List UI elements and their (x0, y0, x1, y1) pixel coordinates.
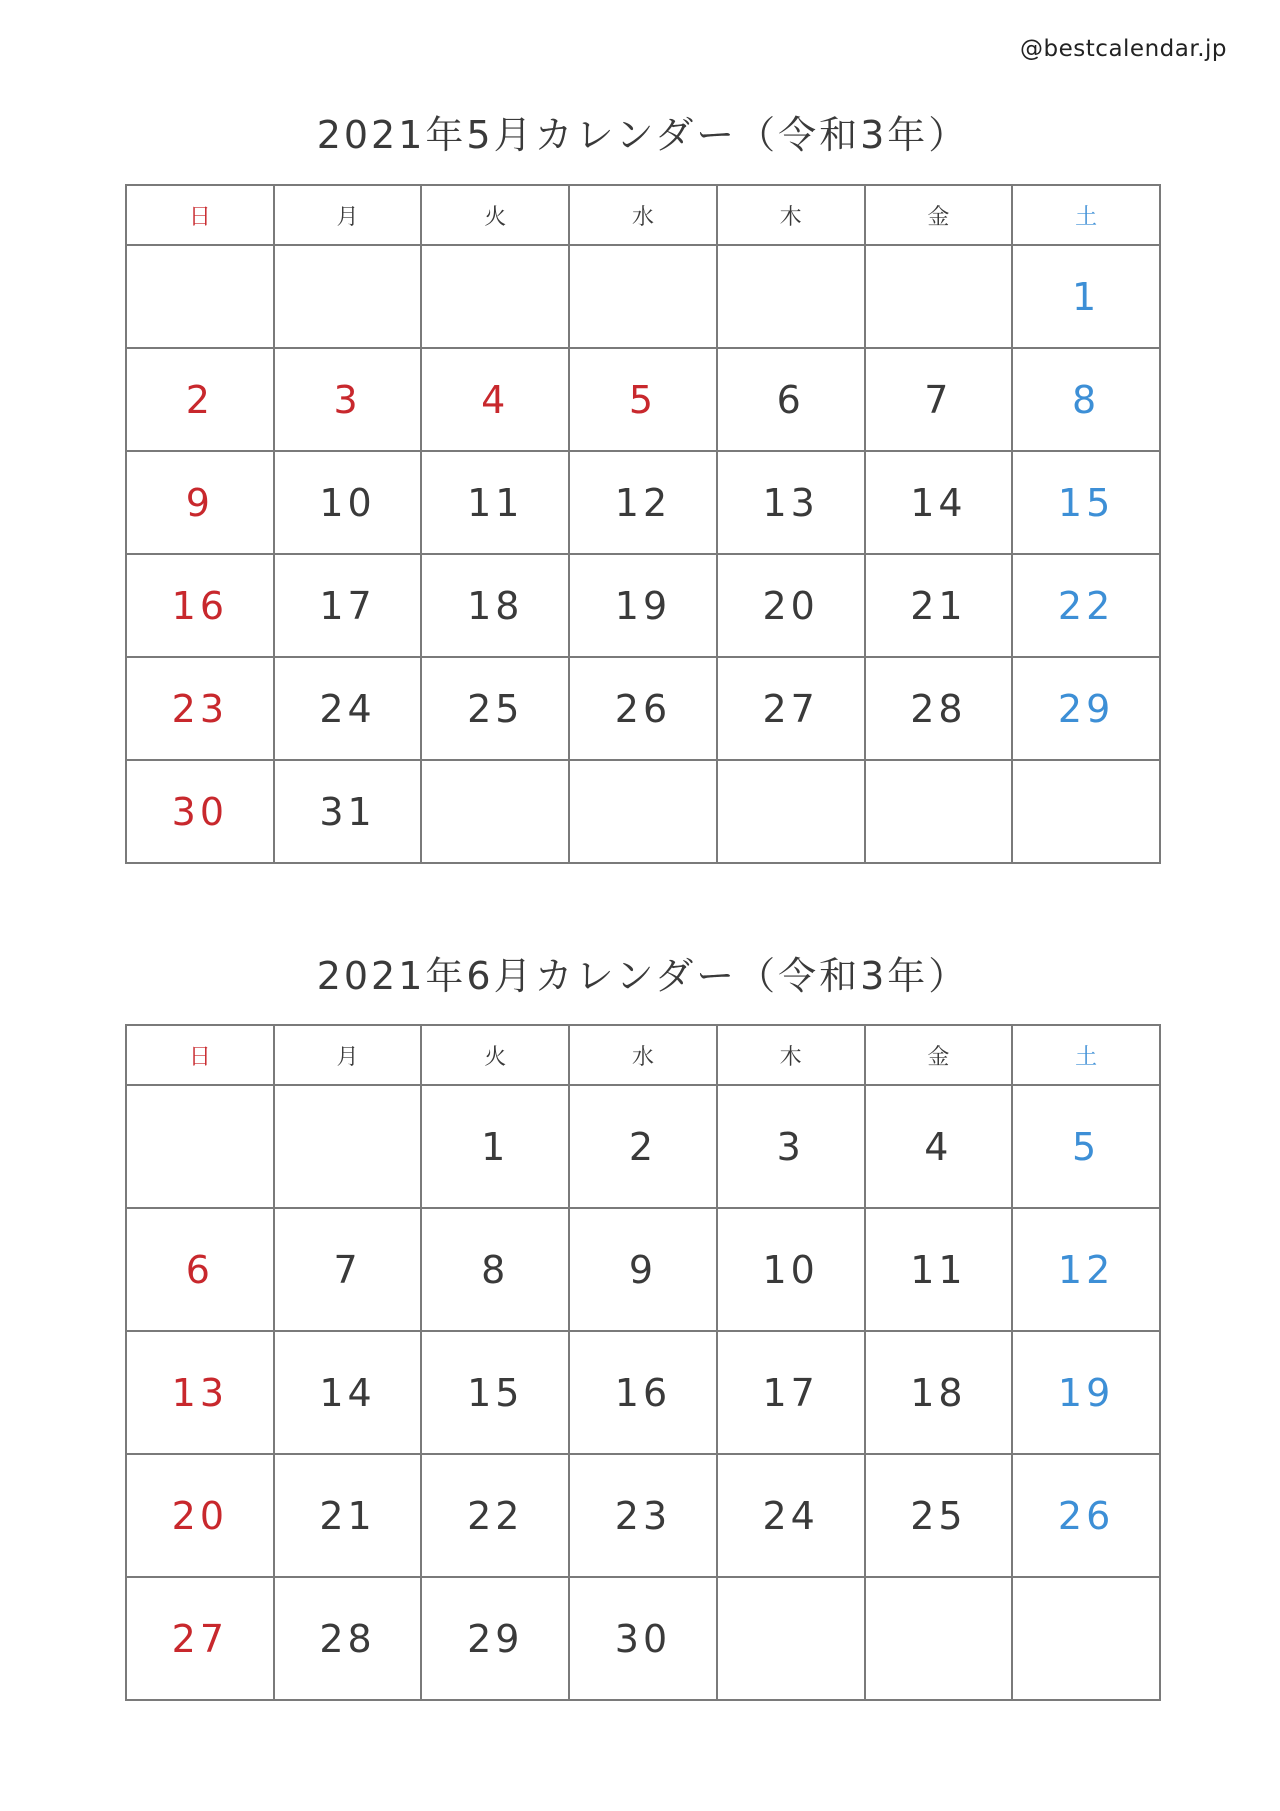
day-cell: 26 (569, 657, 717, 760)
day-cell: 19 (569, 554, 717, 657)
empty-day-cell (1012, 760, 1160, 863)
day-cell: 8 (1012, 348, 1160, 451)
day-cell: 21 (865, 554, 1013, 657)
empty-day-cell (274, 245, 422, 348)
day-cell: 1 (421, 1085, 569, 1208)
day-cell: 5 (569, 348, 717, 451)
week-row (126, 1331, 1160, 1454)
day-cell: 3 (274, 348, 422, 451)
empty-day-cell (421, 760, 569, 863)
weekday-tuesday: 火 (421, 1025, 569, 1085)
day-cell: 12 (569, 451, 717, 554)
empty-day-cell (1012, 1577, 1160, 1700)
day-cell: 7 (865, 348, 1013, 451)
site-credit: @bestcalendar.jp (1020, 36, 1227, 62)
day-cell: 28 (865, 657, 1013, 760)
day-cell: 29 (1012, 657, 1160, 760)
day-cell: 24 (717, 1454, 865, 1577)
empty-day-cell (865, 245, 1013, 348)
day-cell: 31 (274, 760, 422, 863)
day-cell: 24 (274, 657, 422, 760)
day-cell: 11 (865, 1208, 1013, 1331)
calendar-weeks (126, 245, 1160, 863)
calendar-title: 2021年6月カレンダー（令和3年） (316, 954, 970, 998)
day-cell: 21 (274, 1454, 422, 1577)
empty-day-cell (865, 1577, 1013, 1700)
day-cell: 14 (274, 1331, 422, 1454)
day-cell: 6 (717, 348, 865, 451)
day-cell: 27 (126, 1577, 274, 1700)
day-cell: 25 (421, 657, 569, 760)
day-cell: 2 (569, 1085, 717, 1208)
weekday-sunday: 日 (126, 1025, 274, 1085)
day-cell: 28 (274, 1577, 422, 1700)
week-row (126, 348, 1160, 451)
weekday-wednesday: 水 (569, 185, 717, 245)
weekday-friday: 金 (865, 185, 1013, 245)
day-cell: 3 (717, 1085, 865, 1208)
day-cell: 18 (865, 1331, 1013, 1454)
week-row (126, 451, 1160, 554)
day-cell: 29 (421, 1577, 569, 1700)
day-cell: 12 (1012, 1208, 1160, 1331)
weekday-header-row (126, 185, 1160, 245)
weekday-monday: 月 (274, 1025, 422, 1085)
day-cell: 17 (274, 554, 422, 657)
day-cell: 27 (717, 657, 865, 760)
week-row (126, 657, 1160, 760)
empty-day-cell (569, 760, 717, 863)
weekday-sunday: 日 (126, 185, 274, 245)
day-cell: 23 (126, 657, 274, 760)
weekday-wednesday: 水 (569, 1025, 717, 1085)
empty-day-cell (717, 760, 865, 863)
day-cell: 30 (569, 1577, 717, 1700)
day-cell: 16 (569, 1331, 717, 1454)
day-cell: 30 (126, 760, 274, 863)
day-cell: 14 (865, 451, 1013, 554)
calendar-weeks (126, 1085, 1160, 1700)
day-cell: 9 (126, 451, 274, 554)
empty-day-cell (421, 245, 569, 348)
calendar-title: 2021年5月カレンダー（令和3年） (316, 113, 970, 157)
week-row (126, 554, 1160, 657)
day-cell: 4 (865, 1085, 1013, 1208)
day-cell: 1 (1012, 245, 1160, 348)
week-row (126, 245, 1160, 348)
day-cell: 22 (421, 1454, 569, 1577)
weekday-saturday: 土 (1012, 185, 1160, 245)
empty-day-cell (865, 760, 1013, 863)
empty-day-cell (274, 1085, 422, 1208)
week-row (126, 1454, 1160, 1577)
empty-day-cell (717, 1577, 865, 1700)
day-cell: 25 (865, 1454, 1013, 1577)
week-row (126, 760, 1160, 863)
day-cell: 9 (569, 1208, 717, 1331)
day-cell: 19 (1012, 1331, 1160, 1454)
weekday-header-row (126, 1025, 1160, 1085)
empty-day-cell (717, 245, 865, 348)
day-cell: 13 (126, 1331, 274, 1454)
day-cell: 10 (717, 1208, 865, 1331)
day-cell: 15 (421, 1331, 569, 1454)
day-cell: 6 (126, 1208, 274, 1331)
weekday-saturday: 土 (1012, 1025, 1160, 1085)
day-cell: 11 (421, 451, 569, 554)
day-cell: 16 (126, 554, 274, 657)
weekday-thursday: 木 (717, 185, 865, 245)
day-cell: 5 (1012, 1085, 1160, 1208)
day-cell: 22 (1012, 554, 1160, 657)
day-cell: 17 (717, 1331, 865, 1454)
day-cell: 15 (1012, 451, 1160, 554)
day-cell: 4 (421, 348, 569, 451)
day-cell: 10 (274, 451, 422, 554)
empty-day-cell (569, 245, 717, 348)
weekday-friday: 金 (865, 1025, 1013, 1085)
weekday-thursday: 木 (717, 1025, 865, 1085)
day-cell: 20 (126, 1454, 274, 1577)
day-cell: 18 (421, 554, 569, 657)
day-cell: 2 (126, 348, 274, 451)
day-cell: 20 (717, 554, 865, 657)
day-cell: 26 (1012, 1454, 1160, 1577)
day-cell: 7 (274, 1208, 422, 1331)
weekday-monday: 月 (274, 185, 422, 245)
day-cell: 23 (569, 1454, 717, 1577)
week-row (126, 1577, 1160, 1700)
empty-day-cell (126, 245, 274, 348)
day-cell: 8 (421, 1208, 569, 1331)
week-row (126, 1085, 1160, 1208)
weekday-tuesday: 火 (421, 185, 569, 245)
calendar-grid (125, 1024, 1161, 1701)
week-row (126, 1208, 1160, 1331)
calendar-grid (125, 184, 1161, 864)
day-cell: 13 (717, 451, 865, 554)
empty-day-cell (126, 1085, 274, 1208)
